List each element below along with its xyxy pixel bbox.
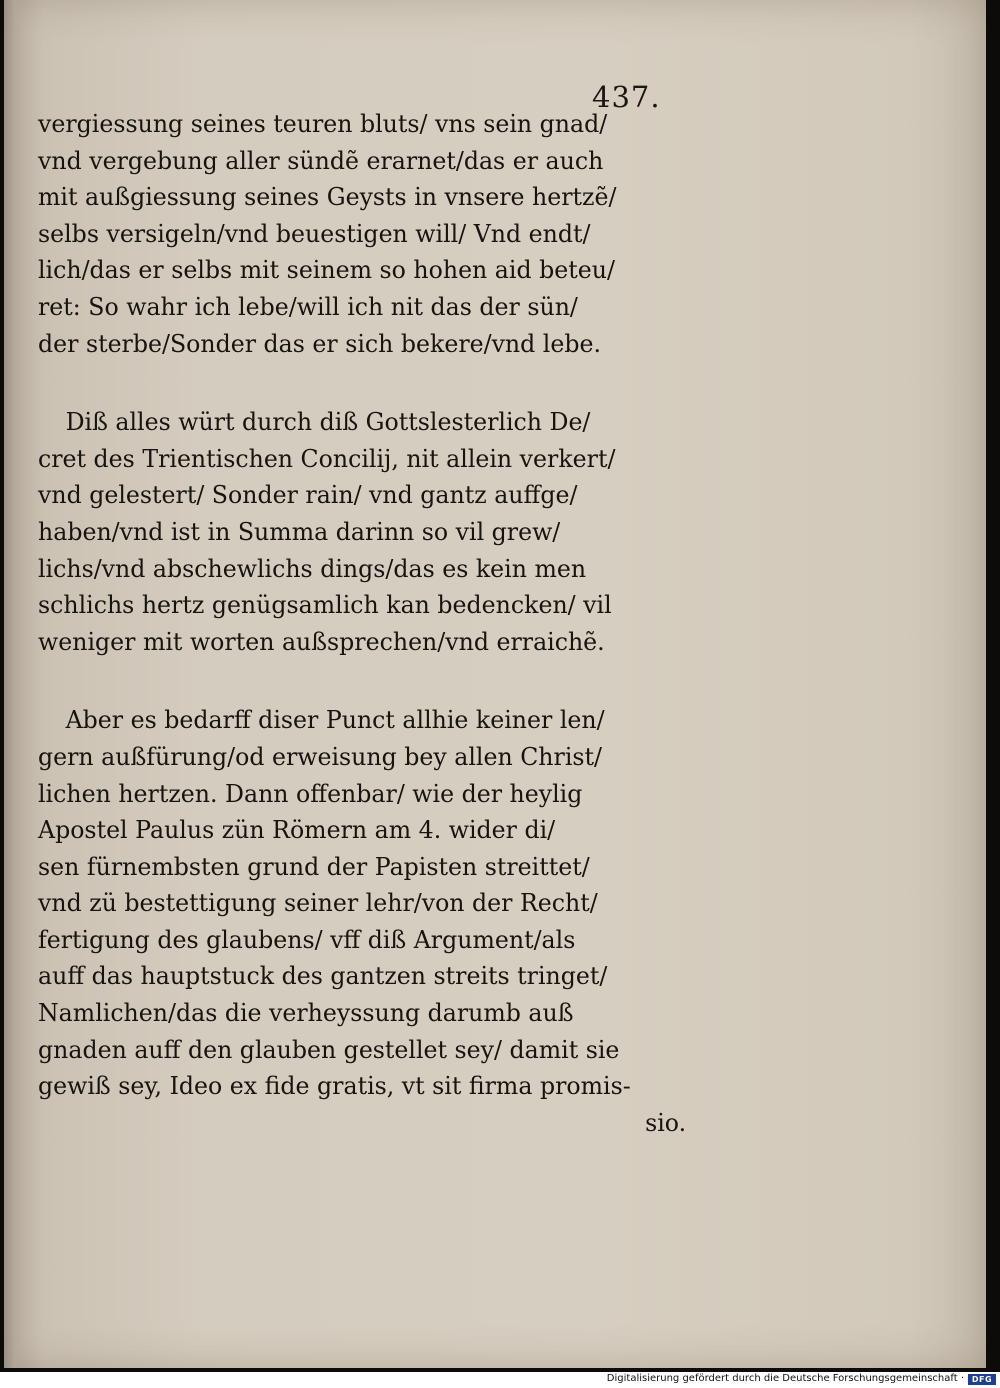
text-line: Apostel Paulus zün Römern am 4. wider di/ <box>38 816 556 845</box>
text-line: vergiessung seines teuren bluts/ vns sein gnad/ <box>38 110 608 138</box>
text-line: gnaden auff den glauben gestellet sey/ damit sie <box>38 1035 620 1064</box>
text-line: vnd gelestert/ Sonder rain/ vnd gantz auffge/ <box>38 481 578 510</box>
text-line: Diß alles würt durch diß Gottslesterlich De/ <box>65 408 591 437</box>
text-line: cret des Trientischen Concilij, nit allein verkert/ <box>38 444 616 473</box>
text-line: mit außgiessung seines Geysts in vnsere hertzẽ/ <box>38 183 617 212</box>
text-line: fertigung des glaubens/ vff diß Argument/als <box>38 925 576 954</box>
text-line: lich/das er selbs mit seinem so hohen aid beteu/ <box>38 256 615 285</box>
text-line: haben/vnd ist in Summa darinn so vil grew/ <box>38 517 561 546</box>
text-line: der sterbe/Sonder das er sich bekere/vnd lebe. <box>38 329 602 358</box>
text-line: Namlichen/das die verheyssung darumb auß <box>38 999 574 1028</box>
text-line: schlichs hertz genügsamlich kan bedencken/ vil <box>38 591 612 620</box>
text-line: gern außfürung/od erweisung bey allen Christ/ <box>38 742 602 771</box>
text-line: Aber es bedarff diser Punct allhie keiner len/ <box>65 706 605 735</box>
page-gutter-shadow <box>4 0 22 1368</box>
funding-credit: Digitalisierung gefördert durch die Deutsche Forschungsgemeinschaft · <box>606 1373 964 1384</box>
text-line: gewiß sey, Ideo ex fide gratis, vt sit firma promis- <box>38 1072 631 1101</box>
book-page <box>4 0 986 1368</box>
paragraph-3 <box>38 702 708 1141</box>
text-line: sio. <box>645 1108 687 1137</box>
text-line: vnd vergebung aller sündẽ erarnet/das er auch <box>38 146 604 175</box>
text-line: sen fürnembsten grund der Papisten streittet/ <box>38 852 590 881</box>
footer-bar <box>0 1372 1000 1388</box>
paragraph-2 <box>38 404 708 660</box>
text-line: auff das hauptstuck des gantzen streits tringet/ <box>38 962 608 991</box>
text-line: vnd zü bestettigung seiner lehr/von der Recht/ <box>38 889 598 918</box>
page-number: 437. <box>592 80 661 114</box>
text-line: lichen hertzen. Dann offenbar/ wie der heylig <box>38 779 583 808</box>
body-text <box>38 106 708 1141</box>
text-line: weniger mit worten außsprechen/vnd erraichẽ. <box>38 627 605 656</box>
text-line: ret: So wahr ich lebe/will ich nit das der sün/ <box>38 292 578 321</box>
dfg-logo-icon: DFG <box>968 1374 996 1385</box>
paragraph-1 <box>38 106 708 362</box>
text-line: selbs versigeln/vnd beuestigen will/ Vnd endt/ <box>38 219 591 248</box>
text-line: lichs/vnd abschewlichs dings/das es kein men <box>38 554 587 583</box>
